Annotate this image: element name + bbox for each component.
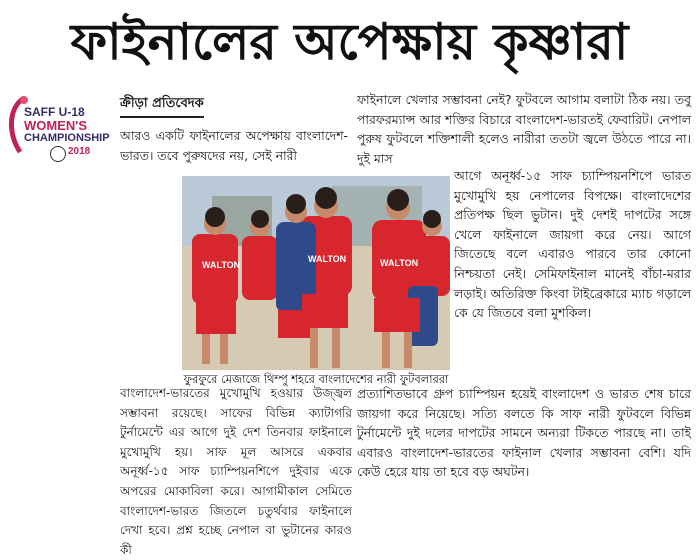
team-photo [182, 176, 450, 370]
football-icon [50, 146, 66, 162]
paragraph-intro: আরও একটি ফাইনালের অপেক্ষায় বাংলাদেশ-ভারত। তবে পুরুষদের নয়, সেই নারী [120, 128, 348, 163]
article-column-left [120, 126, 348, 165]
logo-line3: CHAMPIONSHIP [24, 132, 110, 144]
logo-line2: WOMEN'S [24, 118, 88, 133]
logo-title [24, 106, 110, 158]
headline: ফাইনালের অপেক্ষায় কৃষ্ণারা [70, 12, 629, 71]
photo-caption: ফুরফুরে মেজাজে থিম্পু শহরে বাংলাদেশের নারী ফুটবলাররা [183, 372, 449, 386]
article-column-right-mid [454, 166, 691, 323]
paragraph-right-mid: আগে অনূর্ধ্ব-১৫ সাফ চ্যাম্পিয়নশিপে ভারত মুখোমুখি হয় নেপালের বিপক্ষে। বাংলাদেশের প্রতিপক্ষ ছিল ভুটান। দুই দেশই দাপটের সঙ্গে খেলে ফাইনালে জায়গা করে নেয়। আগে জিতেছে বলে এবারও পারবে তার কোনো নিশ্চয়তা নেই। সেমিফাইনাল মানেই বাঁচা-মরার লড়াই। অতিরিক্ত কিংবা টাইব্রেকারে ম্যাচ গড়ালে কে যে জিতবে বলা মুশকিল। [454, 168, 691, 321]
article-column-right-top [357, 90, 691, 168]
byline: ক্রীড়া প্রতিবেদক [120, 94, 204, 118]
article-column-bottom-right [357, 384, 691, 482]
logo-line1: SAFF U-18 [24, 105, 85, 119]
players-image [182, 176, 450, 370]
saff-championship-logo [6, 94, 110, 168]
paragraph-bottom-right: প্রত্যাশিতভাবে গ্রুপ চ্যাম্পিয়ন হয়েই বাংলাদেশ ও ভারত শেষ চারে জায়গা করে নিয়েছে। সত্যি বলতে কি সাফ নারী ফুটবলে বিভিন্ন টুর্নামেন্টে দুই দলের দাপটের সামনে অন্যরা টিকতে পারছে না। তাই এবারও বাংলাদেশ-ভারতের ফাইনাল খেলার সম্ভাবনা বেশি। যদি কেউ হেরে যায় তা হবে বড় অঘটন। [357, 386, 691, 480]
jersey-label: WALTON [308, 254, 347, 264]
paragraph-bottom-left: বাংলাদেশ-ভারতের মুখোমুখি হওয়ার উজ্জ্বল সম্ভাবনা রয়েছে। সাফের বিভিন্ন ক্যাটাগরি টুর্নামেন্টে এর আগে দুই দেশ তিনবার ফাইনালে মুখোমুখি হয়। সাফ মূল আসরে একবার অনূর্ধ্ব-১৫ সাফ চ্যাম্পিয়নশিপে দুইবার একে অপরের মোকাবিলা করে। আগামীকাল সেমিতে বাংলাদেশ-ভারত জিতলে চতুর্থবার ফাইনালে দেখা হবে। প্রশ্ন হচ্ছে নেপাল বা ভুটানের কারও কী [120, 386, 352, 557]
logo-year: 2018 [68, 146, 91, 157]
jersey-label: WALTON [380, 258, 419, 268]
jersey-label: WALTON [202, 260, 241, 270]
paragraph-right-top: ফাইনালে খেলার সম্ভাবনা নেই? ফুটবলে আগাম বলাটা ঠিক নয়। তবু পারফরম্যান্স আর শক্তির বিচারে বাংলাদেশ-ভারতই ফেবারিট। নেপাল পুরুষ ফুটবলে শক্তিশালী হলেও নারীরা ততটা জ্বলে উঠতে পারে না। দুই মাস [357, 92, 691, 166]
article-column-bottom-left [120, 384, 352, 560]
